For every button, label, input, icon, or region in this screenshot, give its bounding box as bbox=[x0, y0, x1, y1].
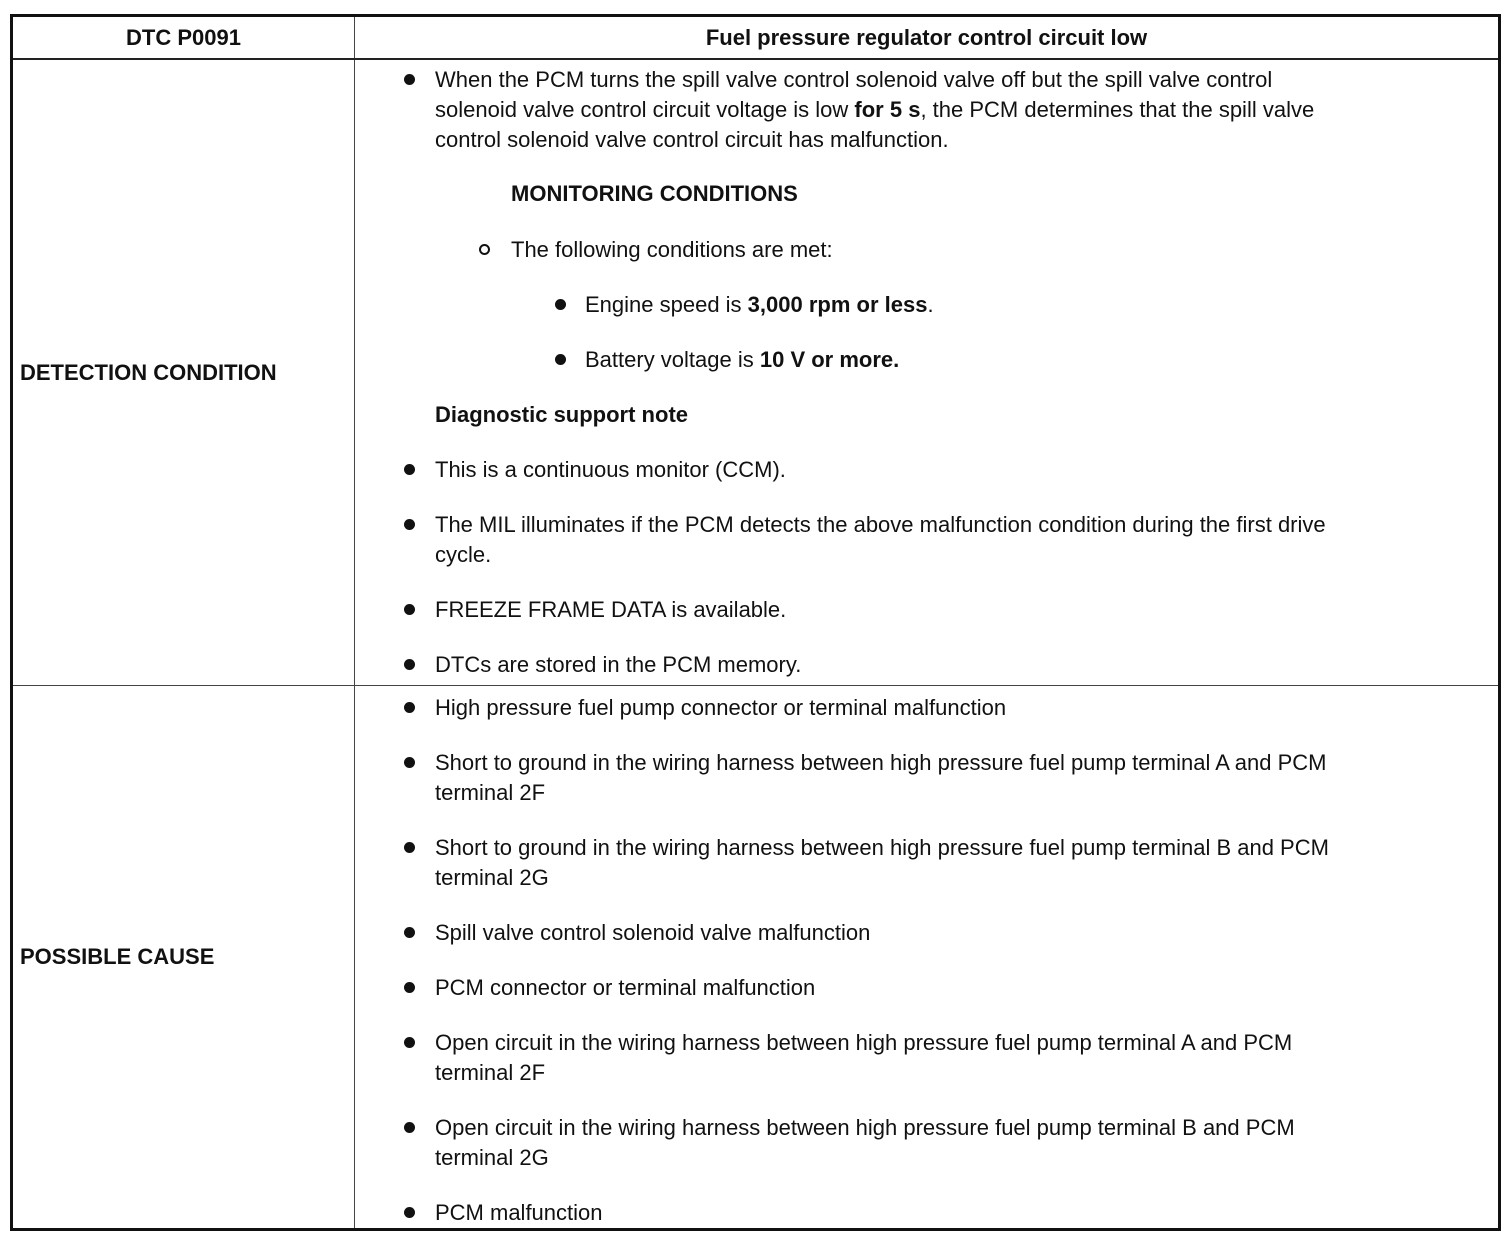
monitoring-heading: MONITORING CONDITIONS bbox=[511, 181, 798, 206]
detection-text: control solenoid valve control circuit has malfunction. bbox=[435, 127, 949, 152]
condition-item: Engine speed is 3,000 rpm or less. bbox=[585, 292, 934, 317]
cause-item: Open circuit in the wiring harness between high pressure fuel pump terminal B and PCM bbox=[435, 1115, 1295, 1140]
cause-item: Short to ground in the wiring harness between high pressure fuel pump terminal A and PCM bbox=[435, 750, 1327, 775]
bullet-icon bbox=[555, 299, 566, 310]
circle-bullet-icon bbox=[479, 244, 490, 255]
possible-cause-row bbox=[12, 686, 1500, 1230]
cause-item: Spill valve control solenoid valve malfunction bbox=[435, 920, 871, 945]
dtc-table bbox=[10, 14, 1501, 1231]
detection-condition-label: DETECTION CONDITION bbox=[12, 59, 355, 686]
bullet-icon bbox=[555, 354, 566, 365]
cause-item: terminal 2F bbox=[435, 780, 546, 805]
detection-row bbox=[12, 59, 1500, 686]
bullet-icon bbox=[404, 74, 415, 85]
dtc-title: Fuel pressure regulator control circuit low bbox=[355, 16, 1500, 60]
possible-cause-label: POSSIBLE CAUSE bbox=[12, 686, 355, 1230]
cause-item: PCM malfunction bbox=[435, 1200, 603, 1225]
bullet-icon bbox=[404, 464, 415, 475]
bullet-icon bbox=[404, 927, 415, 938]
bullet-icon bbox=[404, 702, 415, 713]
bullet-icon bbox=[404, 842, 415, 853]
cause-item: terminal 2F bbox=[435, 1060, 546, 1085]
cause-item: High pressure fuel pump connector or terminal malfunction bbox=[435, 695, 1007, 720]
bullet-icon bbox=[404, 659, 415, 670]
cause-item: PCM connector or terminal malfunction bbox=[435, 975, 816, 1000]
support-note-heading: Diagnostic support note bbox=[435, 402, 688, 427]
detection-condition-content bbox=[355, 59, 1500, 686]
bullet-icon bbox=[404, 982, 415, 993]
note-item: The MIL illuminates if the PCM detects the above malfunction condition during the first drive bbox=[435, 512, 1326, 537]
bullet-icon bbox=[404, 1122, 415, 1133]
cause-item: terminal 2G bbox=[435, 1145, 549, 1170]
note-item: DTCs are stored in the PCM memory. bbox=[435, 652, 802, 677]
bullet-icon bbox=[404, 604, 415, 615]
table-header-row bbox=[12, 16, 1500, 60]
possible-cause-content bbox=[355, 686, 1500, 1230]
condition-item: Battery voltage is 10 V or more. bbox=[585, 347, 900, 372]
note-item: cycle. bbox=[435, 542, 492, 567]
dtc-code: DTC P0091 bbox=[12, 16, 355, 60]
note-item: FREEZE FRAME DATA is available. bbox=[435, 597, 787, 622]
bullet-icon bbox=[404, 757, 415, 768]
note-item: This is a continuous monitor (CCM). bbox=[435, 457, 786, 482]
cause-item: Short to ground in the wiring harness between high pressure fuel pump terminal B and PCM bbox=[435, 835, 1329, 860]
cause-item: terminal 2G bbox=[435, 865, 549, 890]
bullet-icon bbox=[404, 519, 415, 530]
bullet-icon bbox=[404, 1207, 415, 1218]
cause-item: Open circuit in the wiring harness between high pressure fuel pump terminal A and PCM bbox=[435, 1030, 1293, 1055]
detection-text: When the PCM turns the spill valve control solenoid valve off but the spill valve control bbox=[435, 67, 1273, 92]
bullet-icon bbox=[404, 1037, 415, 1048]
monitoring-intro: The following conditions are met: bbox=[511, 237, 833, 262]
detection-text: solenoid valve control circuit voltage is low for 5 s, the PCM determines that the spill valve bbox=[435, 97, 1315, 122]
